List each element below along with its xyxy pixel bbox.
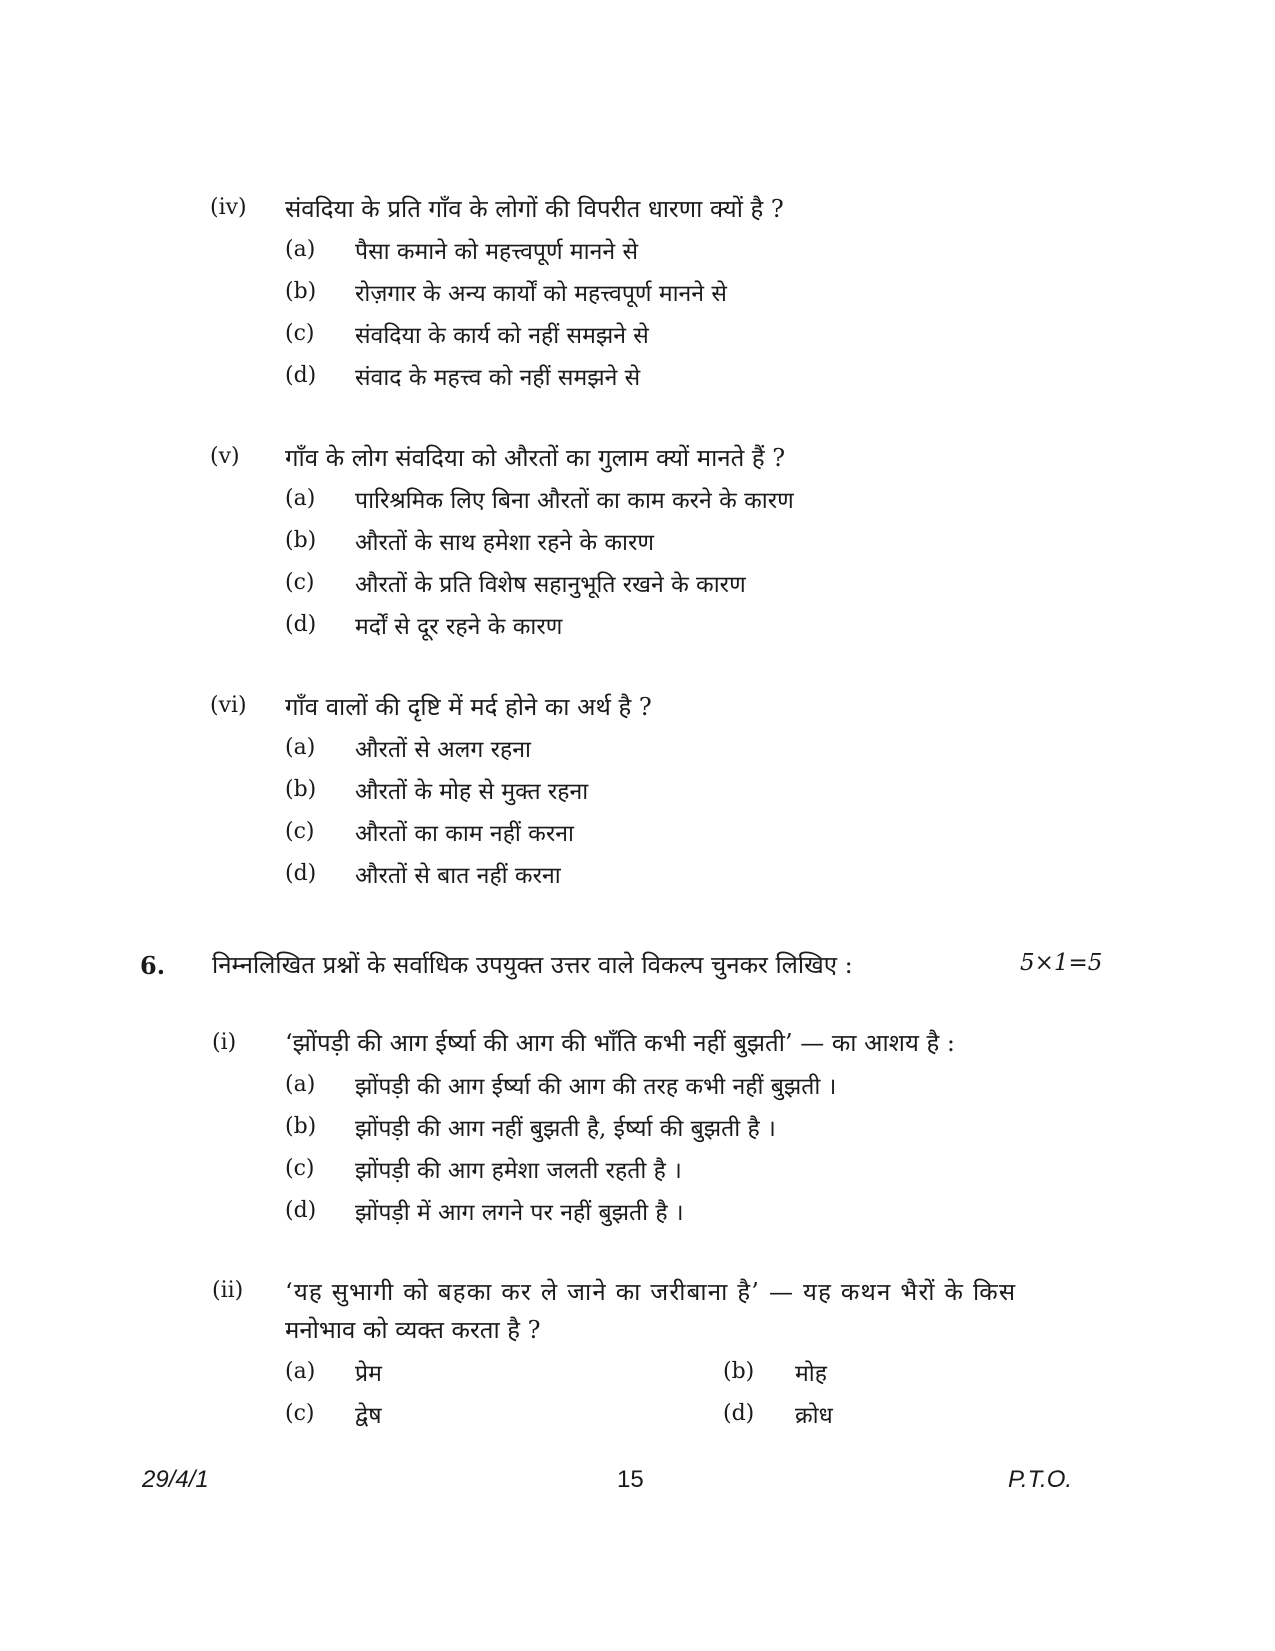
option-label: (b): [285, 777, 317, 802]
option-label: (c): [285, 1156, 315, 1181]
option-text: औरतों के साथ हमेशा रहने के कारण: [355, 530, 655, 556]
question-label: (ii): [212, 1278, 244, 1303]
option-text: औरतों के मोह से मुक्त रहना: [355, 779, 589, 805]
option-label: (a): [285, 1359, 316, 1384]
question-text: गाँव वालों की दृष्टि में मर्द होने का अर्थ है ?: [285, 693, 652, 721]
option-label: (c): [285, 819, 315, 844]
question-text: संवदिया के प्रति गाँव के लोगों की विपरीत धारणा क्यों है ?: [285, 195, 784, 223]
option-text: औरतों से बात नहीं करना: [355, 863, 561, 889]
option-text: मोह: [795, 1361, 827, 1387]
option-text: झोंपड़ी की आग ईर्ष्या की आग की तरह कभी नहीं बुझती ।: [355, 1074, 837, 1100]
question-text: गाँव के लोग संवदिया को औरतों का गुलाम क्यों मानते हैं ?: [285, 444, 786, 472]
option-text: रोज़गार के अन्य कार्यों को महत्त्वपूर्ण मानने से: [355, 281, 727, 307]
option-label: (c): [285, 1401, 315, 1426]
option-text: औरतों के प्रति विशेष सहानुभूति रखने के कारण: [355, 572, 746, 598]
option-label: (d): [285, 612, 317, 637]
option-text: क्रोध: [795, 1403, 833, 1429]
option-label: (d): [723, 1401, 755, 1426]
option-text: प्रेम: [355, 1361, 382, 1387]
option-text: संवाद के महत्त्व को नहीं समझने से: [355, 365, 641, 391]
option-text: मर्दों से दूर रहने के कारण: [355, 614, 563, 640]
option-text: झोंपड़ी की आग नहीं बुझती है, ईर्ष्या की बुझती है ।: [355, 1116, 776, 1142]
option-label: (c): [285, 321, 315, 346]
option-label: (b): [285, 528, 317, 553]
option-text: औरतों से अलग रहना: [355, 737, 531, 763]
option-label: (d): [285, 1198, 317, 1223]
option-text: पारिश्रमिक लिए बिना औरतों का काम करने के कारण: [355, 488, 794, 514]
option-label: (b): [285, 279, 317, 304]
option-text: द्वेष: [355, 1403, 382, 1429]
paper-code: 29/4/1: [142, 1466, 209, 1493]
question-label: (i): [212, 1030, 237, 1055]
question-instruction: निम्नलिखित प्रश्नों के सर्वाधिक उपयुक्त उत्तर वाले विकल्प चुनकर लिखिए :: [212, 951, 853, 979]
option-label: (a): [285, 1072, 316, 1097]
option-label: (b): [723, 1359, 755, 1384]
option-label: (c): [285, 570, 315, 595]
question-text-line2: मनोभाव को व्यक्त करता है ?: [285, 1316, 541, 1344]
question-number: 6.: [140, 951, 166, 980]
page-number: 15: [617, 1466, 644, 1493]
option-label: (a): [285, 735, 316, 760]
option-label: (d): [285, 861, 317, 886]
question-text: ‘झोंपड़ी की आग ईर्ष्या की आग की भाँति कभी नहीं बुझती’ — का आशय है :: [285, 1029, 955, 1057]
pto-label: P.T.O.: [1008, 1466, 1073, 1493]
question-label: (v): [210, 444, 240, 469]
option-text: संवदिया के कार्य को नहीं समझने से: [355, 323, 649, 349]
option-label: (a): [285, 486, 316, 511]
option-label: (b): [285, 1114, 317, 1139]
option-text: झोंपड़ी में आग लगने पर नहीं बुझती है ।: [355, 1200, 684, 1226]
option-text: झोंपड़ी की आग हमेशा जलती रहती है ।: [355, 1158, 682, 1184]
question-label: (iv): [210, 195, 247, 220]
option-text: औरतों का काम नहीं करना: [355, 821, 574, 847]
option-label: (d): [285, 363, 317, 388]
option-text: पैसा कमाने को महत्त्वपूर्ण मानने से: [355, 239, 639, 265]
question-text-line1: ‘यह सुभागी को बहका कर ले जाने का जरीबाना है’ — यह कथन भैरों के किस: [285, 1278, 1017, 1306]
question-label: (vi): [210, 693, 247, 718]
option-label: (a): [285, 237, 316, 262]
marks: 5×1=5: [1020, 950, 1103, 976]
